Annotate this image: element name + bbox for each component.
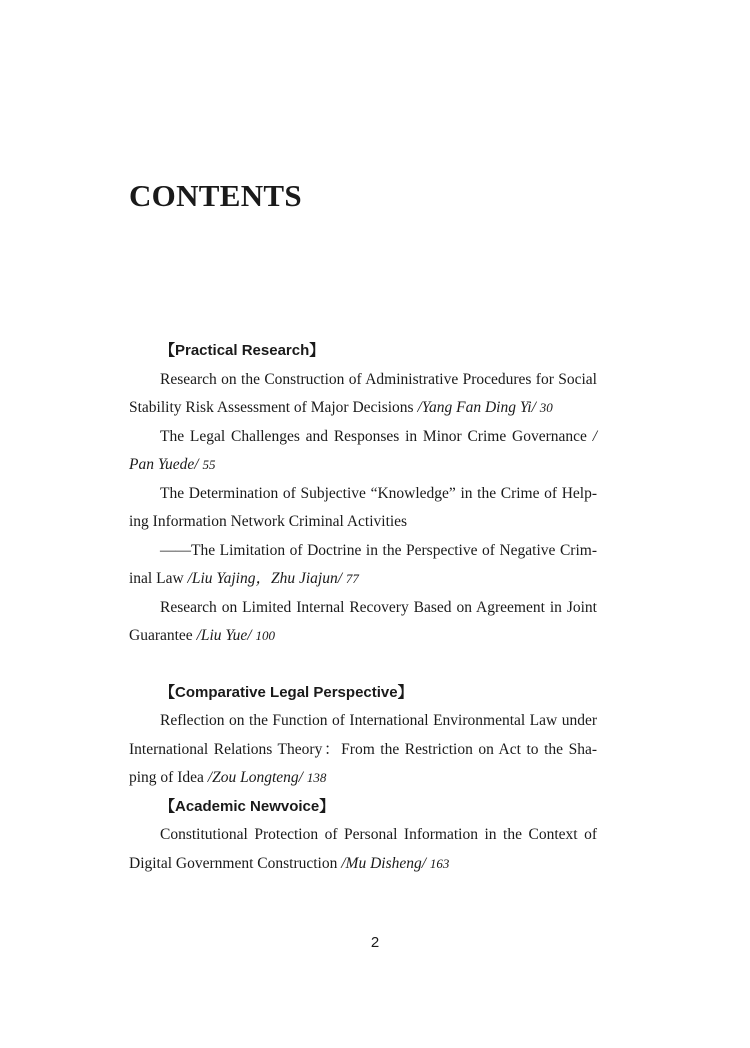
toc-entry[interactable] — [129, 707, 597, 793]
entry-page: 55 — [202, 457, 216, 472]
toc-entry[interactable] — [129, 821, 597, 878]
section-heading-comparative-legal-perspective: 【Comparative Legal Perspective】 — [160, 683, 413, 701]
entry-title: Research on the Construction of Administrative Procedures for Social Stability Risk Assessment of Major Decisions — [129, 370, 597, 416]
entry-page: 100 — [255, 628, 275, 643]
toc-entry[interactable] — [129, 594, 597, 651]
entry-page: 77 — [345, 571, 359, 586]
entry-subtitle: ——The Limitation of Doctrine in the Perspective of Negative Crim-inal Law — [129, 541, 597, 587]
entry-title: Constitutional Protection of Personal Information in the Context of Digital Government Construction — [129, 826, 597, 872]
entry-page: 138 — [306, 770, 327, 785]
entry-author: /Zou Longteng/ — [207, 769, 303, 786]
section-heading-academic-newvoice: 【Academic Newvoice】 — [160, 797, 335, 815]
contents-list — [129, 337, 597, 878]
section-gap — [129, 651, 597, 679]
entry-author: /Liu Yajing，Zhu Jiajun/ — [187, 570, 343, 587]
toc-entry[interactable] — [129, 423, 597, 480]
entry-author: /Yang Fan Ding Yi/ — [417, 399, 536, 416]
entry-title: Research on Limited Internal Recovery Based on Agreement in Joint Guarantee — [129, 598, 597, 644]
entry-author: /Liu Yue/ — [196, 627, 252, 644]
toc-entry[interactable] — [129, 366, 597, 423]
page-title: CONTENTS — [129, 178, 302, 213]
section-heading-practical-research: 【Practical Research】 — [160, 342, 325, 359]
entry-author: / Pan Yuede/ — [129, 427, 598, 473]
entry-title: Reflection on the Function of International Environmental Law under International Relations Theory：From the Restriction on Act to the Sha-ping of Idea — [129, 712, 597, 786]
entry-page: 163 — [429, 855, 450, 871]
entry-title: The Determination of Subjective “Knowledge” in the Crime of Help-ing Information Network Criminal Activities — [129, 484, 597, 530]
entry-title: The Legal Challenges and Responses in Minor Crime Governance — [160, 427, 587, 445]
page-number: 2 — [370, 934, 380, 951]
toc-entry-subtitle[interactable] — [129, 537, 597, 594]
entry-author: /Mu Disheng/ — [341, 854, 427, 872]
toc-entry[interactable] — [129, 480, 597, 537]
entry-page: 30 — [539, 400, 553, 415]
